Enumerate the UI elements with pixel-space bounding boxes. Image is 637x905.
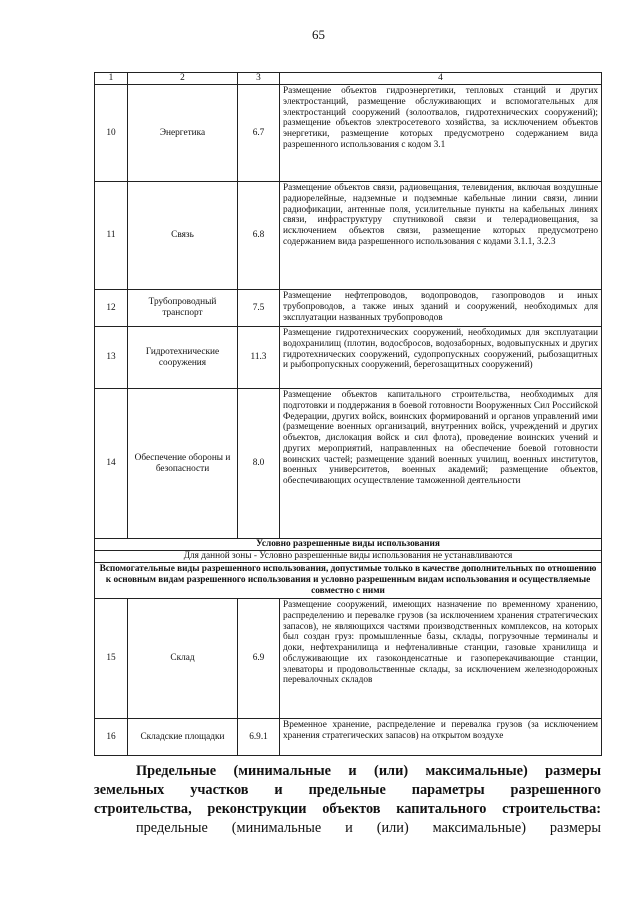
paragraph-line: строительства, реконструкции объектов капитального строительства:: [94, 801, 601, 817]
use-type-code: 6.9.1: [238, 719, 280, 756]
table-row: [95, 182, 602, 290]
row-number: 11: [95, 182, 128, 290]
column-header: 3: [238, 73, 280, 85]
table-row: [95, 719, 602, 756]
table-row: [95, 327, 602, 389]
use-type-description: Размещение гидротехнических сооружений, необходимых для эксплуатации водохранилищ (плотин, водосбросов, водозаборных, водовыпускных и других гидротехнических сооружений, судопропускных сооружений, рыбозащитных и рыбопропускных сооружений, берегозащитных сооружений): [280, 327, 602, 389]
table-row: [95, 85, 602, 182]
use-type-description: Размещение объектов гидроэнергетики, тепловых станций и других электростанций, размещение обслуживающих и вспомогательных для электростанций сооружений (золоотвалов, гидротехнических сооружений); размещение объектов электросетевого хозяйства, за исключением объектов энергетики, размещение которых предусмотрено содержанием вида разрешенного использования с кодом 3.1: [280, 85, 602, 182]
row-number: 13: [95, 327, 128, 389]
row-number: 14: [95, 389, 128, 539]
section-row: [95, 539, 602, 551]
section-row: [95, 563, 602, 599]
use-type-description: Размещение нефтепроводов, водопроводов, газопроводов и иных трубопроводов, а также иных зданий и сооружений, необходимых для эксплуатации названных трубопроводов: [280, 290, 602, 327]
paragraph-line: предельные (минимальные и (или) максимальные) размеры: [136, 820, 601, 836]
table-header-row: [95, 73, 602, 85]
use-type-description: Размещение объектов капитального строительства, необходимых для подготовки и поддержания в боевой готовности Вооруженных Сил Российской Федерации, других войск, воинских формирований и органов управлений ими (размещение военных организаций, внутренних войск, учреждений и других объектов, дислокация войск и сил флота), проведение воинских учений и других мероприятий, направленных на обеспечение боевой готовности воинских частей; размещение зданий военных училищ, военных институтов, военных университетов, военных академий; размещение объектов, обеспечивающих осуществление таможенной деятельности: [280, 389, 602, 539]
row-number: 15: [95, 599, 128, 719]
use-type-code: 6.7: [238, 85, 280, 182]
column-header: 1: [95, 73, 128, 85]
section-note-conditional: Для данной зоны - Условно разрешенные виды использования не устанавливаются: [95, 551, 602, 563]
column-header: 2: [128, 73, 238, 85]
table-row: [95, 599, 602, 719]
use-type-code: 8.0: [238, 389, 280, 539]
use-type-code: 6.9: [238, 599, 280, 719]
use-type-description: Размещение сооружений, имеющих назначение по временному хранению, распределению и перевалке грузов (за исключением хранения стратегических запасов), не являющихся частями производственных комплексов, на которых был создан груз: промышленные базы, склады, погрузочные терминалы и доки, нефтехранилища и нефтеналивные станции, газовые хранилища и обслуживающие их газоконденсатные и газоперекачивающие станции, элеваторы и продовольственные склады, за исключением железнодорожных перевалочных складов: [280, 599, 602, 719]
limits-paragraph: [94, 762, 601, 838]
column-header: 4: [280, 73, 602, 85]
row-number: 12: [95, 290, 128, 327]
table-row: [95, 290, 602, 327]
use-type-name: Гидротехнические сооружения: [128, 327, 238, 389]
row-number: 16: [95, 719, 128, 756]
section-row: [95, 551, 602, 563]
page-number: 65: [312, 27, 325, 42]
use-type-name: Связь: [128, 182, 238, 290]
land-use-table: [94, 72, 602, 756]
use-type-name: Энергетика: [128, 85, 238, 182]
section-heading-conditional: Условно разрешенные виды использования: [95, 539, 602, 551]
paragraph-line: земельных участков и предельные параметры разрешенного: [94, 782, 601, 798]
use-type-code: 6.8: [238, 182, 280, 290]
use-type-code: 7.5: [238, 290, 280, 327]
table-row: [95, 389, 602, 539]
use-type-code: 11.3: [238, 327, 280, 389]
paragraph-line: Предельные (минимальные и (или) максимальные) размеры: [136, 763, 601, 779]
use-type-name: Трубопроводный транспорт: [128, 290, 238, 327]
section-heading-auxiliary: Вспомогательные виды разрешенного использования, допустимые только в качестве дополнительных по отношению к основным видам разрешенного использования и условно разрешенным видам использования и осуществляемые совместно с ними: [95, 563, 602, 599]
use-type-description: Временное хранение, распределение и перевалка грузов (за исключением хранения стратегических запасов) на открытом воздухе: [280, 719, 602, 756]
row-number: 10: [95, 85, 128, 182]
use-type-name: Склад: [128, 599, 238, 719]
use-type-name: Складские площадки: [128, 719, 238, 756]
use-type-name: Обеспечение обороны и безопасности: [128, 389, 238, 539]
use-type-description: Размещение объектов связи, радиовещания, телевидения, включая воздушные радиорелейные, надземные и подземные кабельные линии связи, линии радиофикации, антенные поля, усилительные пункты на кабельных линиях связи, инфраструктуру спутниковой связи и телерадиовещания, за исключением объектов связи, размещение которых предусмотрено содержанием вида разрешенного использования с кодами 3.1.1, 3.2.3: [280, 182, 602, 290]
